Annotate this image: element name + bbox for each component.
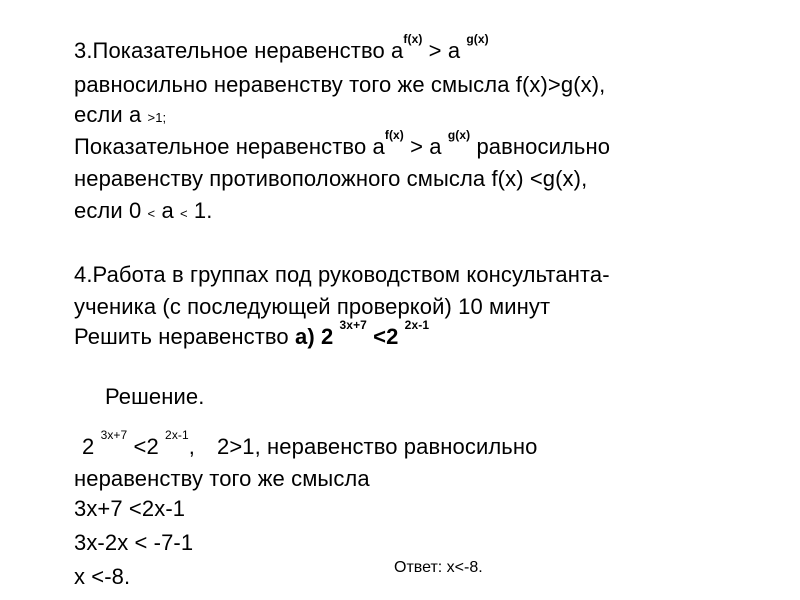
section3-line3 — [74, 102, 166, 131]
section4-line1: 4.Работа в группах под руководством консультанта- — [74, 262, 610, 287]
task-exponent-right: 2x-1 — [404, 318, 430, 332]
less-than-1: < — [147, 206, 156, 221]
answer-text: Ответ: x<-8. — [394, 559, 483, 576]
section3-line1-mid: > a — [422, 38, 467, 63]
solution-exponent-right: 2x-1 — [165, 428, 189, 442]
solution-step2: неравенству того же смысла — [74, 466, 370, 491]
solution-step3: 3x+7 <2x-1 — [74, 496, 186, 521]
section3-line1 — [74, 32, 489, 64]
exponent-gx-2: g(x) — [447, 128, 471, 142]
section3-line5: неравенству противоположного смысла f(x) <g(x), — [74, 166, 588, 191]
section3-line3-text: если a — [74, 102, 148, 127]
solution-step1 — [82, 428, 538, 460]
section4-line2: ученика (с последующей проверкой) 10 минут — [74, 294, 551, 319]
solution-step1-a: 2 — [82, 434, 101, 459]
section3-line1-text: 3.Показательное неравенство a — [74, 38, 404, 63]
section4-line3-text: Решить неравенство — [74, 324, 295, 349]
section3-line6-c: 1. — [187, 198, 213, 223]
solution-step4: 3x-2x < -7-1 — [74, 530, 194, 555]
task-a-base: a) 2 — [294, 324, 340, 349]
less-than-2: < — [180, 206, 188, 221]
section3-line4 — [74, 128, 611, 160]
section3-line4-text: Показательное неравенство a — [74, 134, 385, 159]
section3-line2: равносильно неравенству того же смысла f(x)>g(x), — [74, 72, 606, 97]
task-exponent-left: 3x+7 — [339, 318, 367, 332]
section3-line4-tail: равносильно — [470, 134, 611, 159]
section3-line6-a: если 0 — [74, 198, 148, 223]
solution-heading: Решение. — [105, 384, 205, 409]
exponent-fx: f(x) — [403, 32, 423, 46]
section4-line3 — [74, 318, 430, 350]
section3-line6-b: a — [155, 198, 180, 223]
solution-step1-b: <2 — [127, 434, 166, 459]
section3-line4-mid: > a — [403, 134, 448, 159]
condition-greater-one: >1; — [147, 110, 167, 125]
solution-step1-c: , — [188, 434, 196, 459]
task-a-right: <2 — [366, 324, 405, 349]
solution-step5: x <-8. — [74, 564, 131, 589]
section3-line6 — [74, 198, 212, 227]
exponent-gx: g(x) — [466, 32, 489, 46]
solution-step1-d: 2>1, неравенство равносильно — [217, 434, 538, 459]
solution-exponent-left: 3x+7 — [100, 428, 128, 442]
exponent-fx-2: f(x) — [384, 128, 404, 142]
